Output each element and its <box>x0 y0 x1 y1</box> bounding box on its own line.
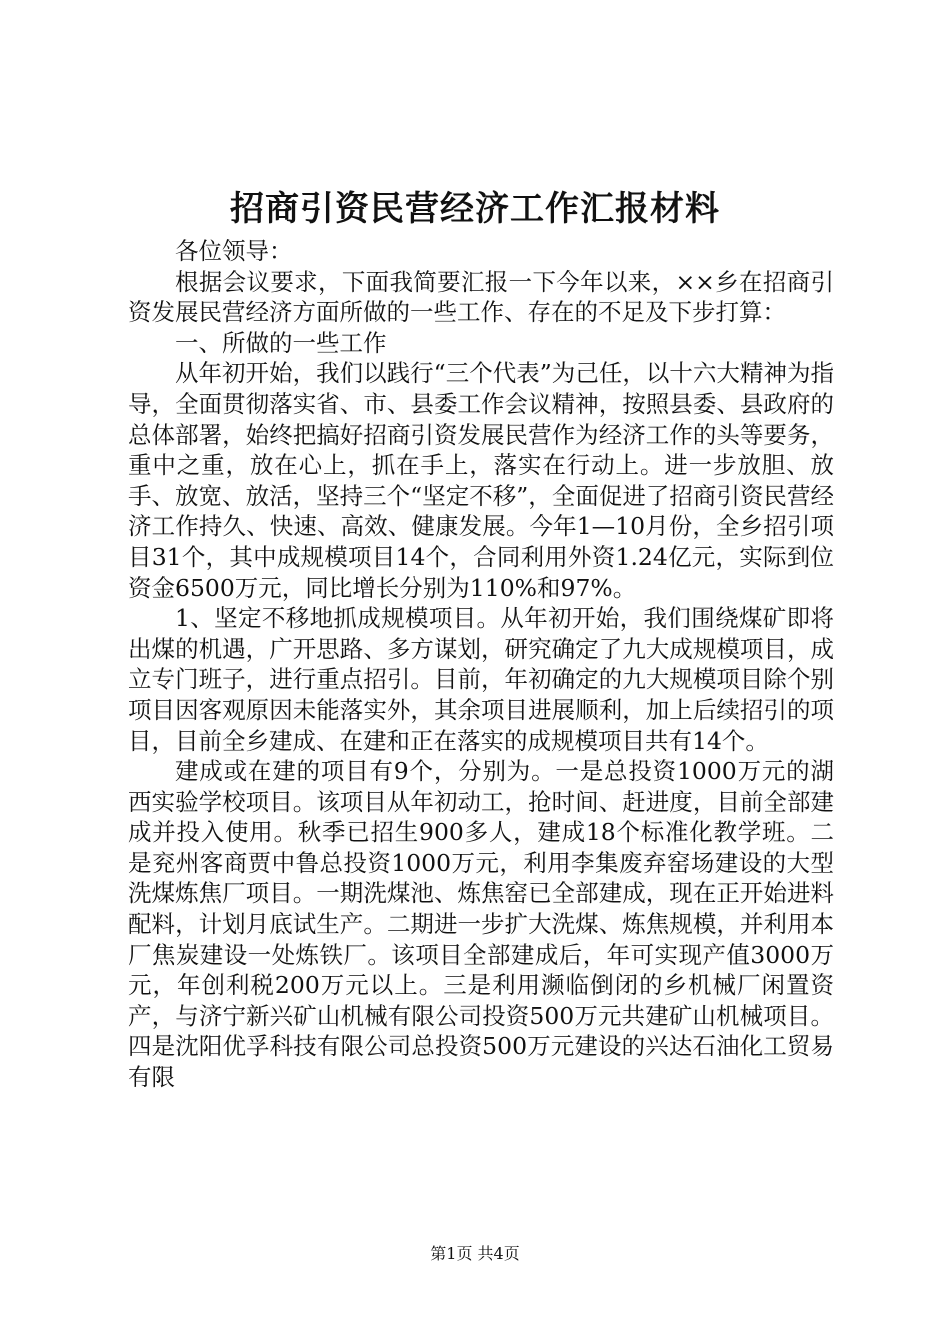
salutation: 各位领导： <box>175 237 293 265</box>
document-body <box>128 236 834 1093</box>
intro-paragraph: 根据会议要求，下面我简要汇报一下今年以来，××乡在招商引资发展民营经济方面所做的一些工作、存在的不足及下步打算： <box>128 267 834 327</box>
page-footer: 第1页 共4页 <box>430 1244 520 1263</box>
body-paragraph: 建成或在建的项目有9个，分别为。一是总投资1000万元的湖西实验学校项目。该项目从年初动工，抢时间、赶进度，目前全部建成并投入使用。秋季已招生900多人，建成18个标准化教学班。二是兖州客商贾中鲁总投资1000万元，利用李集废弃窑场建设的大型洗煤炼焦厂项目。一期洗煤池、炼焦窑已全部建成，现在正开始进料配料，计划月底试生产。二期进一步扩大洗煤、炼焦规模，并利用本厂焦炭建设一处炼铁厂。该项目全部建成后，年可实现产值3000万元，年创利税200万元以上。三是利用濒临倒闭的乡机械厂闲置资产，与济宁新兴矿山机械有限公司投资500万元共建矿山机械项目。四是沈阳优孚科技有限公司总投资500万元建设的兴达石油化工贸易有限 <box>128 757 834 1092</box>
section-heading: 一、所做的一些工作 <box>175 328 387 357</box>
body-paragraph: 从年初开始，我们以践行“三个代表”为己任，以十六大精神为指导，全面贯彻落实省、市、县委工作会议精神，按照县委、县政府的总体部署，始终把搞好招商引资发展民营作为经济工作的头等要务，重中之重，放在心上，抓在手上，落实在行动上。进一步放胆、放手、放宽、放活，坚持三个“坚定不移”，全面促进了招商引资民营经济工作持久、快速、高效、健康发展。今年1—10月份，全乡招引项目31个，其中成规模项目14个，合同利用外资1.24亿元，实际到位资金6500万元，同比增长分别为110%和97%。 <box>128 359 834 602</box>
document-title: 招商引资民营经济工作汇报材料 <box>230 189 720 229</box>
body-paragraph: 1、坚定不移地抓成规模项目。从年初开始，我们围绕煤矿即将出煤的机遇，广开思路、多方谋划，研究确定了九大成规模项目，成立专门班子，进行重点招引。目前，年初确定的九大规模项目除个别项目因客观原因未能落实外，其余项目进展顺利，加上后续招引的项目，目前全乡建成、在建和正在落实的成规模项目共有14个。 <box>128 604 834 755</box>
